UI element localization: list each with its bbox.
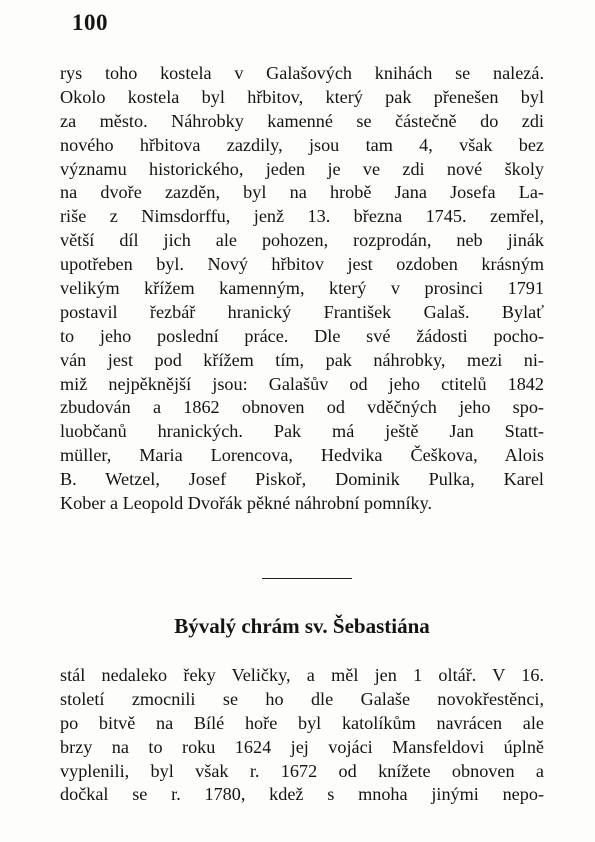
text-line: riše z Nimsdorffu, jenž 13. března 1745. zemřel,: [60, 206, 544, 227]
text-line: luobčanů hranických. Pak má ještě Jan Statt-: [60, 421, 544, 442]
text-line: miž nejpěknější jsou: Galašův od jeho ctitelů 1842: [60, 373, 544, 394]
text-line: B. Wetzel, Josef Piskoř, Dominik Pulka, Karel: [60, 469, 544, 490]
text-line: ván jest pod křížem tím, pak náhrobky, mezi ni-: [60, 349, 544, 370]
text-line: zbudován a 1862 obnoven od vděčných jeho spo-: [60, 397, 544, 418]
text-line: významu historického, jeden je ve zdi nové školy: [60, 158, 544, 179]
text-line: dočkal se r. 1780, kdež s mnoha jinými nepo-: [60, 784, 544, 805]
section-divider: [262, 578, 352, 579]
text-line: to jeho poslední práce. Dle své žádosti pocho-: [60, 325, 544, 346]
text-line: postavil řezbář hranický František Galaš. Bylať: [60, 301, 544, 322]
page-number: 100: [72, 10, 108, 35]
text-line: na dvoře zazděn, byl na hrobě Jana Josefa La-: [60, 182, 544, 203]
text-line: nového hřbitova zazdily, jsou tam 4, však bez: [60, 134, 544, 155]
text-line: velikým křížem kamenným, který v prosinci 1791: [60, 278, 544, 299]
text-line: větší díl jich ale pohozen, rozprodán, neb jinák: [60, 230, 544, 251]
text-line: rys toho kostela v Galašových knihách se nalezá.: [60, 63, 544, 83]
text-line: století zmocnili se ho dle Galaše novokřestěnci,: [60, 688, 544, 709]
text-line: Kober a Leopold Dvořák pěkné náhrobní pomníky.: [60, 493, 433, 514]
paragraph-sebastian-church: [60, 664, 544, 807]
text-line: brzy na to roku 1624 jej vojáci Mansfeldovi úplně: [60, 736, 544, 757]
text-line: upotřeben byl. Nový hřbitov jest ozdoben krásným: [60, 254, 544, 275]
paragraph-churchyard: [60, 62, 544, 516]
section-title: Bývalý chrám sv. Šebastiána: [174, 614, 430, 638]
text-line: müller, Maria Lorencova, Hedvika Češkova, Alois: [60, 445, 544, 466]
text-line: za město. Náhrobky kamenné se částečně do zdi: [60, 110, 544, 131]
text-line: Okolo kostela byl hřbitov, který pak přenešen byl: [60, 86, 544, 107]
text-line: po bitvě na Bílé hoře byl katolíkům navrácen ale: [60, 712, 544, 733]
text-line: stál nedaleko řeky Veličky, a měl jen 1 oltář. V 16.: [60, 665, 544, 685]
text-line: vyplenili, byl však r. 1672 od knížete obnoven a: [60, 760, 544, 781]
